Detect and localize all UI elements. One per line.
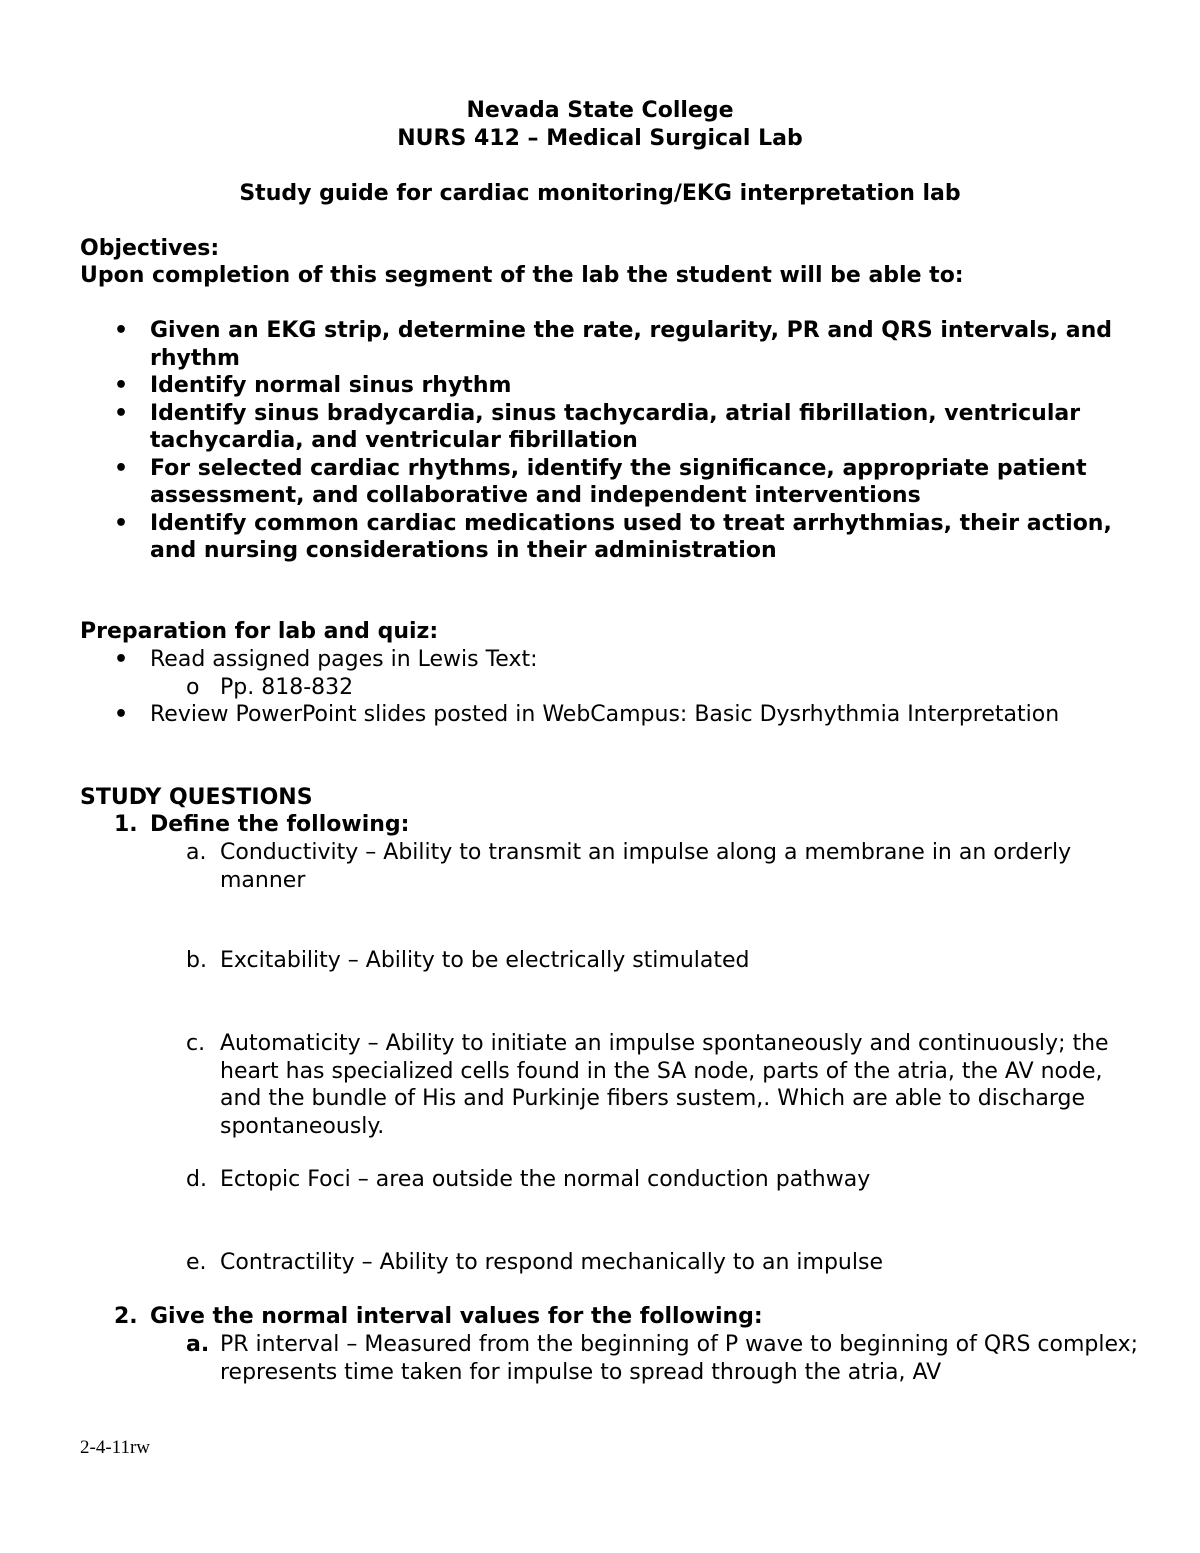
list-item: • Review PowerPoint slides posted in WebCampus: Basic Dysrhythmia Interpretation [114, 702, 1060, 727]
interval-item: a. PR interval – Measured from the beginning of P wave to beginning of QRS complex; represents time taken for impulse to spread through the atria, AV [186, 1332, 1139, 1385]
list-item: • Read assigned pages in Lewis Text: [114, 647, 538, 672]
question-1: 1. Define the following: [114, 812, 410, 837]
bullet-icon: • [114, 455, 129, 481]
college-name: Nevada State College [466, 98, 734, 123]
objectives-intro: Upon completion of this segment of the lab the student will be able to: [80, 263, 964, 288]
definition-item: b. Excitability – Ability to be electrically stimulated [186, 948, 750, 973]
sub-list-item: o Pp. 818-832 [186, 674, 354, 700]
definition-item: d. Ectopic Foci – area outside the normal conduction pathway [186, 1167, 871, 1192]
list-item: • Identify common cardiac medications used to treat arrhythmias, their action, and nursing considerations in their administration [114, 510, 1112, 563]
definition-item: a. Conductivity – Ability to transmit an impulse along a membrane in an orderly manner [186, 840, 1072, 893]
objectives-list [0, 317, 1160, 565]
bullet-icon: • [114, 510, 129, 536]
bullet-icon: • [114, 400, 129, 426]
definition-item: c. Automaticity – Ability to initiate an impulse spontaneously and continuously; the heart has specialized cells found in the SA node, parts of the atria, the AV node, and the bundle of His and Purkinje fibers sustem,. Which are able to discharge spontaneously. [186, 1031, 1109, 1139]
bullet-icon: • [114, 373, 129, 398]
list-item: • For selected cardiac rhythms, identify the significance, appropriate patient assessment, and collaborative and independent interventions [114, 455, 1087, 508]
list-item: • Identify normal sinus rhythm [114, 373, 512, 398]
study-questions-heading: STUDY QUESTIONS [80, 785, 313, 810]
bullet-icon: • [114, 702, 129, 727]
question-2: 2. Give the normal interval values for the following: [114, 1304, 763, 1329]
course-title: NURS 412 – Medical Surgical Lab [397, 126, 803, 151]
definition-item: e. Contractility – Ability to respond mechanically to an impulse [186, 1250, 883, 1275]
list-item: • Identify sinus bradycardia, sinus tachycardia, atrial fibrillation, ventricular tachycardia, and ventricular fibrillation [114, 400, 1081, 453]
preparation-list [0, 646, 1200, 729]
objectives-heading: Objectives: [80, 236, 220, 261]
preparation-heading: Preparation for lab and quiz: [80, 619, 439, 644]
document-title: Study guide for cardiac monitoring/EKG interpretation lab [239, 181, 961, 206]
list-item: • Given an EKG strip, determine the rate, regularity, PR and QRS intervals, and rhythm [114, 318, 1112, 371]
bullet-icon: • [114, 318, 129, 343]
page-footer: 2-4-11rw [80, 1437, 150, 1458]
bullet-icon: • [114, 647, 129, 672]
